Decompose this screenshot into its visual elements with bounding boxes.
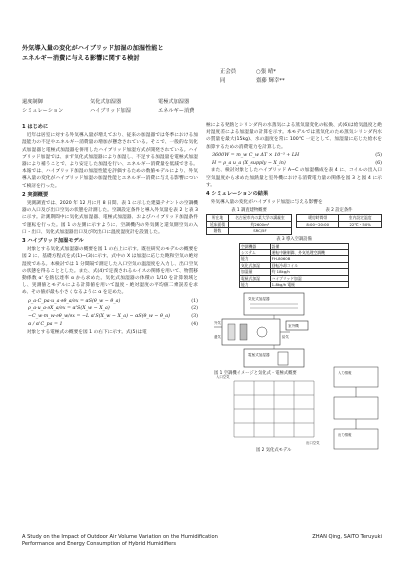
humidifier-element-icon: [240, 324, 247, 340]
figures-area: [206, 291, 382, 453]
equation-1-number: (1): [191, 298, 198, 304]
table-cell: ハイブリッド加湿: [270, 275, 348, 281]
equation-5-number: (5): [375, 152, 382, 158]
table-cell: FH-8060B: [270, 256, 348, 262]
steam-cylinder-icon: [278, 352, 288, 365]
figure-1-caption: 図 1 空調機イメージと気化式・電極式概要: [214, 371, 297, 377]
figure-3-diagram: [328, 363, 382, 453]
author-block: [220, 68, 380, 85]
table-cell: 能力: [240, 282, 271, 288]
keyword: 還度制御: [22, 99, 43, 105]
table-cell: 気化式加湿: [240, 262, 271, 268]
output-info-box: [334, 429, 378, 449]
equation-1-text: ρ_a·C_pa·u_a·∂θ_a/∂x = αS(θ_w − θ_a): [28, 298, 121, 304]
author-row-1: [220, 68, 380, 77]
table-cell: 暖房時間帯: [297, 215, 339, 221]
right-column: [206, 122, 382, 453]
fan-icon: [257, 327, 267, 337]
table-2-grid: [296, 214, 382, 228]
section-2-heading: 2 実測概要: [22, 191, 49, 198]
english-authors: ZHAN Qing, SAITO Teruyuki: [312, 534, 382, 540]
equation-4-text: α / α'C_pa = 1: [28, 322, 63, 328]
keyword: エネルギー消費: [158, 107, 195, 114]
table-cell: 所在地: [207, 215, 229, 221]
table-cell: 加湿量: [240, 269, 271, 275]
table-cell: システム: [240, 250, 271, 256]
fig1-oa-label: 外気: [214, 321, 221, 326]
table-cell: 約2600m²: [228, 221, 291, 227]
figure-2-diagram: [214, 373, 334, 445]
equation-1: [22, 298, 198, 306]
table-cell: 約 18kg/h: [270, 269, 348, 275]
tables-row: [206, 208, 382, 234]
table-3-caption: 表 3 導入空調設備: [276, 236, 312, 242]
author-row-2: [220, 77, 380, 86]
equation-2: [22, 305, 198, 313]
equation-6: [206, 160, 382, 168]
electrode-unit-box: [244, 349, 304, 367]
model-grid: [234, 381, 314, 437]
keyword: 気化式加湿器: [90, 99, 122, 105]
table-cell: 能力: [240, 256, 271, 262]
equation-2-text: ρ_a·u_a·∂X_a/∂x = α'S(X_w − X_a): [28, 306, 110, 312]
table-2-caption: 表 2 設定条件: [325, 208, 353, 214]
fig2-out-label: 出口空気: [306, 441, 320, 446]
table-cell: 延床面積: [207, 221, 229, 227]
equation-2-number: (2): [191, 306, 198, 312]
input-info-box: [334, 367, 378, 387]
section-3-body: 対象とする気化式加湿器の概要を図 1 の右上に示す。既往研究のモデルの概要を図 2 に、基礎方程式を式(1)~(3)に示す。式中の X は加湿に応じた飽和空気の絶対湿度である。本検討では 1 分間隔で測定した入口空気の温湿度を入力し、出口空気の状態を得ることとした。また、式(4)で定義されるルイスの関係を用いて、物質移動係数 α' を熱伝達率 α から求めた。気化式加湿器の体積の 1/10 を計算領域とし、実測値とモデルによる計算値を用いて温度・絶対湿度の平均値二乗誤差を求め、その値が最も小さくなるように α を定めた。: [22, 247, 198, 296]
table-cell: 22℃・50%: [339, 221, 382, 227]
section-1-body: 近年は居室に対する外気導入量が増えており、従来の加湿器では冬季における加湿能力の不足やエネルギー消費量の増加が懸念されている。そこで、一般的な気化式加湿器と電極式加湿器を併用したハイブリッド加湿方式が開発されている。ハイブリッド加湿では、まず気化式加湿器により加湿し、不足する加湿量を電極式加湿器により補うことで、より安定した加湿を行い、エネルギー消費量を低減できる。本報では、ハイブリッド加湿の加湿性能を評価するための数値モデルにより、外気導入量の変化がハイブリッド加湿の加湿性能とエネルギー消費に与える影響について検討を行った。: [22, 133, 198, 189]
section-4-heading: 4 シミュレーションの結果: [206, 191, 269, 198]
equation-6-text: H = ρ_a u_a (X_supply − X_in): [212, 160, 286, 166]
equation-3-number: (3): [191, 314, 198, 320]
table-row: [297, 221, 382, 227]
right-body-2: また、検討対象としたハイブリッド A~C の加湿構成を表 4 に、コイルの出入口空気温度から求めた加熱量と室外機における消費電力量の関係を図 3 と図 4 に示す。: [206, 168, 382, 188]
equation-4-number: (4): [191, 322, 198, 328]
right-intro: 極による発熱とシリンダ内の水蒸気による蒸気量変化の転換、式(6)は給気温度と絶対湿度差による加湿量の計算を示す。本モデルでは蒸気化のため蒸気シリンダ内水の質量を最大(15kg)、水の温度を常に 100℃ 一定として、加湿量に応じた給水を加算するための消費電力を計算した。: [206, 123, 382, 150]
table-cell: 8:00~20:00: [297, 221, 339, 227]
table-row: [240, 282, 349, 288]
table-cell: 空調機器: [240, 243, 271, 249]
section-2-body: 実測調査では、2020 年 12 月に月 8 日間、表 1 に示した建築テナントの空調機器の入口及び出口空気の状態を計測した。空調設定条件と導入外気量を表 2 と表 3 に示す。計測期間中に気化式加湿器、電極式加湿器、およびハイブリッド加湿条件で運転を行った。図 1 の左側に示すように、空調機内の外気側と還気側空気の入口・出口、気化式加湿器出口及び吹出口に温度湿度計を設置した。: [22, 201, 198, 235]
paper-title: [22, 44, 322, 64]
keyword-row-1: [22, 98, 262, 107]
author-2-role: 同: [220, 77, 226, 84]
table-1: [206, 208, 292, 234]
table-cell: 回転冷却コイル: [270, 262, 348, 268]
left-column: [22, 122, 198, 337]
table-cell: 階数: [207, 228, 229, 234]
table-cell: 運転中継制御、外気処理空調機: [270, 250, 348, 256]
author-1-role: 正会員: [220, 69, 237, 75]
section-3-heading: 3 ハイブリッド加湿モデル: [22, 238, 84, 245]
table-3-grid: [239, 243, 349, 289]
fig1-return-label: 還気: [214, 335, 221, 340]
section-1-heading: 1 はじめに: [22, 124, 49, 130]
author-1-name: ○張 晴*: [256, 69, 276, 75]
table-row: [207, 228, 292, 234]
table-cell: 室内設定温度: [339, 215, 382, 221]
figure-2-caption: 図 2 気化式モデル: [256, 448, 292, 454]
keyword: 電極式加湿器: [158, 99, 190, 105]
fig3-bottom-label: 出力情報: [338, 433, 352, 438]
table-1-caption: 表 1 調査建物概要: [231, 208, 267, 214]
fig1-outdoor-label: 室外機: [288, 324, 299, 329]
author-2-name: 齋藤 輝幸**: [256, 77, 285, 84]
table-cell: 設備: [270, 243, 348, 249]
equation-6-number: (6): [375, 160, 382, 166]
equation-3: [22, 313, 198, 321]
table-1-grid: [206, 214, 292, 234]
table-cell: 電極式加湿: [240, 275, 271, 281]
fig1-supply-label: 給気: [282, 335, 289, 340]
table-row: [207, 215, 292, 221]
title-line-2: エネルギー消費に与える影響に関する検討: [22, 55, 140, 62]
model-box: [334, 397, 378, 419]
fig3-top-label: 入力情報: [338, 371, 352, 376]
title-line-1: 外気導入量の変化がハイブリッド加湿の加湿性能と: [22, 45, 164, 52]
coil-icon: [228, 324, 235, 340]
keyword-block: [22, 98, 262, 115]
section-3-after: 対象とする電極式の概要を図 1 の右下に示す。式(5)は電: [26, 329, 147, 335]
equation-5: [206, 152, 382, 160]
keyword: シミュレーション: [22, 107, 64, 114]
table-3: [206, 237, 382, 289]
section-4-body: 外気導入量の変化がハイブリッド加湿に与える影響を: [210, 200, 323, 206]
keyword-row-2: [22, 107, 262, 116]
table-cell: SRC/5F: [228, 228, 291, 234]
table-2: [296, 208, 382, 234]
table-cell: 1-8kg/h 電極: [270, 282, 348, 288]
table-cell: 名古屋市内の某大学の講義室: [228, 215, 291, 221]
fig1-bottom-label: 電極式加湿器: [248, 353, 270, 358]
keyword: ハイブリッド加湿: [90, 107, 131, 114]
equation-4: [22, 321, 198, 329]
equation-5-text: 3600W = m_w C_w ΔT × 10⁻³ + LH: [212, 152, 300, 158]
fig2-in-label: 入口空気: [216, 375, 230, 380]
figure-1-diagram: [214, 291, 318, 369]
english-title: A Study on the Impact of Outdoor Air Volume Variation on the Humidification Performance and Energy Consumption of Hybrid Humidifiers: [22, 534, 218, 547]
equation-3-text: −C_w·m_w·∂θ_w/∂x = −L α'S(X_w − X_a) − αS(θ_w − θ_a): [28, 314, 170, 320]
fig1-top-label: 気化式加湿器: [248, 297, 270, 302]
